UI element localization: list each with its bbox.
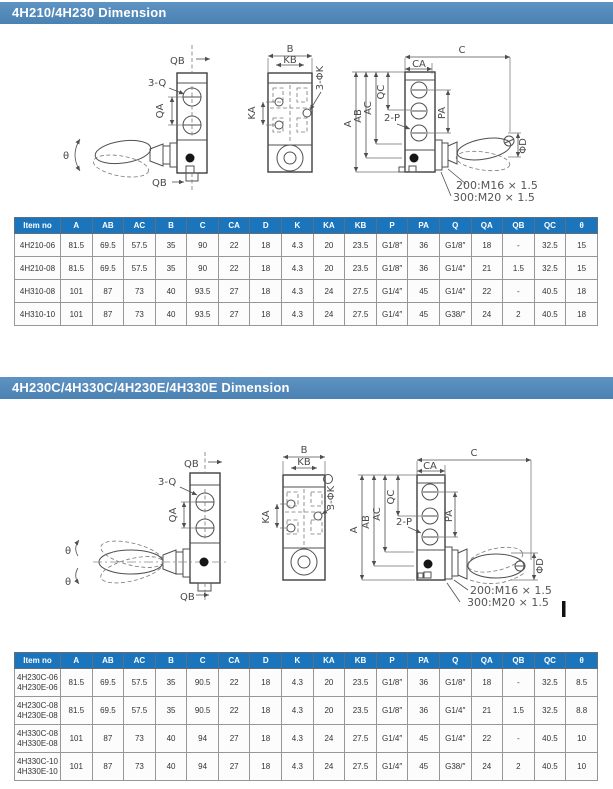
item-cell [15,669,61,697]
cell: 35 [155,669,187,697]
rear-view [261,445,337,580]
item-line: 4H230C-06 [17,672,58,682]
cell: 35 [155,234,187,257]
cell: 81.5 [61,257,93,280]
col-header: KB [345,218,377,234]
lever-side-view [63,45,210,190]
label-ca: CA [412,59,426,70]
label-ka: KA [261,510,272,524]
cell: 4.3 [282,725,314,753]
header-row [15,653,598,669]
cell: 27 [218,753,250,781]
col-header: D [250,218,282,234]
label-c: C [458,45,466,56]
cell: G1/8″ [376,697,408,725]
cell: 101 [61,303,93,326]
label-theta-up: θ [64,546,72,557]
cell: 36 [408,669,440,697]
label-2p: 2-P [396,517,413,528]
cell: 69.5 [92,669,124,697]
cell: - [503,280,535,303]
item-cell [15,753,61,781]
col-header: CA [218,218,250,234]
dimension-drawing-4h230c [0,428,613,654]
label-kb: KB [283,55,297,66]
cell: 27.5 [345,280,377,303]
item-cell: 4H310-08 [15,280,61,303]
cell: 73 [124,725,156,753]
col-header: KA [313,218,345,234]
dimension-table-4h210 [14,217,598,326]
cell: - [503,725,535,753]
label-3phik: 3-ΦK [315,65,326,91]
table-row [15,725,598,753]
col-header: QB [503,653,535,669]
lever-side-view [65,452,228,603]
col-header: P [376,218,408,234]
cell: G1/4″ [439,280,471,303]
label-ca: CA [423,461,437,472]
cell: 32.5 [534,257,566,280]
rear-view [247,44,326,172]
item-line: 4H330E-08 [17,738,58,748]
cell: 57.5 [124,669,156,697]
label-2p: 2-P [384,113,401,124]
cell: G38/″ [439,303,471,326]
label-3q: 3-Q [148,78,167,89]
cell: 24 [471,753,503,781]
cell: 87 [92,280,124,303]
col-header: θ [566,653,598,669]
table-row [15,280,598,303]
cell: 101 [61,725,93,753]
cell: 69.5 [92,257,124,280]
cell: 1.5 [503,257,535,280]
cell: 40 [155,725,187,753]
item-line: 4H330E-10 [17,766,58,776]
cell: G1/8″ [376,234,408,257]
cell: G1/4″ [439,697,471,725]
label-a: A [343,120,354,128]
cell: G38/″ [439,753,471,781]
cell: 32.5 [534,234,566,257]
cell: G1/8″ [439,669,471,697]
cell: 45 [408,725,440,753]
table-row [15,669,598,697]
cell: 73 [124,753,156,781]
col-header: Item no [15,653,61,669]
cell: 36 [408,234,440,257]
col-header: KA [313,653,345,669]
cell: 40.5 [534,725,566,753]
table-row [15,303,598,326]
col-header: AC [124,653,156,669]
cell: 22 [471,280,503,303]
cell: 20 [313,234,345,257]
label-qb-top: QB [184,459,199,470]
cell: 18 [471,234,503,257]
cell: 18 [250,725,282,753]
table-row [15,257,598,280]
section1-title-bar [0,2,613,24]
col-header: P [376,653,408,669]
item-line: 4H230E-06 [17,682,58,692]
table-row [15,234,598,257]
cell: 1.5 [503,697,535,725]
cell: 40.5 [534,303,566,326]
table-row [15,753,598,781]
label-theta: θ [62,151,70,162]
cell: 69.5 [92,234,124,257]
section2-title-bar [0,377,613,399]
col-header: CA [218,653,250,669]
cell: 22 [218,669,250,697]
port-side-view [343,45,538,204]
cell: 57.5 [124,234,156,257]
item-line: 4H330C-10 [17,756,58,766]
cell: 81.5 [61,669,93,697]
cell: G1/4″ [439,257,471,280]
col-header: A [61,218,93,234]
cell: 81.5 [61,697,93,725]
label-qa: QA [168,507,179,523]
cell: 4.3 [282,753,314,781]
cell: 22 [218,697,250,725]
cell: 22 [218,257,250,280]
col-header: C [187,218,219,234]
item-cell: 4H210-08 [15,257,61,280]
cell: - [503,234,535,257]
cell: 23.5 [345,234,377,257]
cell: 57.5 [124,257,156,280]
table-row [15,697,598,725]
cell: 4.3 [282,280,314,303]
cell: 22 [218,234,250,257]
cell: 4.3 [282,697,314,725]
cell: 40 [155,753,187,781]
label-ac: AC [372,507,383,521]
cell: 87 [92,725,124,753]
cell: G1/4″ [439,725,471,753]
col-header: QC [534,218,566,234]
label-phid: ΦD [518,138,529,154]
cell: G1/4″ [376,725,408,753]
cell: 18 [250,697,282,725]
cell: 32.5 [534,697,566,725]
cell: 4.3 [282,234,314,257]
cell: 18 [566,303,598,326]
cell: 101 [61,753,93,781]
label-qc: QC [386,489,397,505]
cell: 27 [218,303,250,326]
col-header: QA [471,218,503,234]
cell: 69.5 [92,697,124,725]
cell: 18 [250,753,282,781]
label-ac: AC [363,101,374,115]
cell: 73 [124,303,156,326]
cell: 20 [313,257,345,280]
col-header: KB [345,653,377,669]
cell: 10 [566,725,598,753]
cell: 93.5 [187,280,219,303]
cell: 87 [92,753,124,781]
cell: 18 [566,280,598,303]
section1-title: 4H210/4H230 Dimension [12,5,167,20]
label-ab: AB [353,109,364,123]
col-header: θ [566,218,598,234]
col-header: AB [92,218,124,234]
cell: 18 [471,669,503,697]
col-header: Q [439,218,471,234]
cell: 94 [187,753,219,781]
cell: 90 [187,234,219,257]
cell: 4.3 [282,257,314,280]
cell: 21 [471,697,503,725]
cell: 45 [408,753,440,781]
cell: 18 [250,280,282,303]
label-b: B [286,44,294,55]
cell: 18 [250,257,282,280]
label-theta-down: θ [64,577,72,588]
cell: 2 [503,303,535,326]
cell: G1/8″ [439,234,471,257]
cell: 8.8 [566,697,598,725]
cell: 90.5 [187,697,219,725]
label-ab: AB [361,515,372,529]
note-m20: 300:M20 × 1.5 [467,596,549,609]
label-ka: KA [247,106,258,120]
cell: 93.5 [187,303,219,326]
label-b: B [300,445,308,456]
port-side-view [349,448,566,617]
cell: 10 [566,753,598,781]
cell: 24 [313,280,345,303]
cell: 40.5 [534,280,566,303]
col-header: K [282,653,314,669]
cell: 90 [187,257,219,280]
col-header: QC [534,653,566,669]
cell: 24 [313,753,345,781]
col-header: B [155,218,187,234]
note-m16: 200:M16 × 1.5 [456,179,538,192]
item-line: 4H330C-08 [17,728,58,738]
cursor-artifact [562,601,566,617]
header-row [15,218,598,234]
cell: 57.5 [124,697,156,725]
cell: 36 [408,697,440,725]
cell: 15 [566,234,598,257]
cell: 23.5 [345,257,377,280]
label-qb-top: QB [170,56,185,67]
label-c: C [470,448,478,459]
label-qc: QC [376,84,387,100]
cell: 101 [61,280,93,303]
col-header: Item no [15,218,61,234]
cell: 24 [313,303,345,326]
cell: 81.5 [61,234,93,257]
cell: G1/8″ [376,257,408,280]
cell: G1/4″ [376,303,408,326]
cell: 27 [218,280,250,303]
cell: 24 [313,725,345,753]
dimension-drawing-4h210 [0,36,613,216]
label-kb: KB [297,457,311,468]
cell: 20 [313,697,345,725]
cell: 4.3 [282,303,314,326]
label-qb-bottom: QB [152,178,167,189]
cell: 73 [124,280,156,303]
col-header: PA [408,218,440,234]
col-header: PA [408,653,440,669]
cell: 27.5 [345,303,377,326]
cell: 2 [503,753,535,781]
cell: 35 [155,697,187,725]
cell: 40 [155,303,187,326]
cell: G1/8″ [376,669,408,697]
section2-title: 4H230C/4H330C/4H230E/4H330E Dimension [12,380,290,395]
note-m20: 300:M20 × 1.5 [453,191,535,204]
cell: 36 [408,257,440,280]
col-header: B [155,653,187,669]
cell: - [503,669,535,697]
cell: 45 [408,280,440,303]
cell: 27 [218,725,250,753]
label-qa: QA [155,103,166,119]
cell: 21 [471,257,503,280]
cell: 20 [313,669,345,697]
cell: 45 [408,303,440,326]
label-qb-bottom: QB [180,592,195,603]
label-pa: PA [444,509,455,523]
cell: 90.5 [187,669,219,697]
note-m16: 200:M16 × 1.5 [470,584,552,597]
cell: 18 [250,303,282,326]
cell: 15 [566,257,598,280]
item-cell [15,725,61,753]
cell: 32.5 [534,669,566,697]
col-header: A [61,653,93,669]
cell: 87 [92,303,124,326]
cell: G1/4″ [376,753,408,781]
col-header: AB [92,653,124,669]
col-header: AC [124,218,156,234]
label-3q: 3-Q [158,477,177,488]
cell: 27.5 [345,725,377,753]
dimension-table-4h230c [14,652,598,781]
label-a: A [349,526,360,534]
cell: 22 [471,725,503,753]
cell: 40.5 [534,753,566,781]
cell: 94 [187,725,219,753]
item-cell [15,697,61,725]
label-3phik: 3-ΦK [326,485,337,511]
cell: 35 [155,257,187,280]
col-header: QB [503,218,535,234]
item-line: 4H230E-08 [17,710,58,720]
item-cell: 4H310-10 [15,303,61,326]
cell: 4.3 [282,669,314,697]
cell: 24 [471,303,503,326]
item-line: 4H230C-08 [17,700,58,710]
cell: 23.5 [345,697,377,725]
cell: 23.5 [345,669,377,697]
col-header: C [187,653,219,669]
cell: 40 [155,280,187,303]
label-phid: ΦD [535,558,546,574]
cell: 18 [250,234,282,257]
col-header: Q [439,653,471,669]
cell: 27.5 [345,753,377,781]
col-header: K [282,218,314,234]
col-header: QA [471,653,503,669]
cell: 8.5 [566,669,598,697]
label-pa: PA [437,106,448,120]
col-header: D [250,653,282,669]
item-cell: 4H210-06 [15,234,61,257]
cell: G1/4″ [376,280,408,303]
cell: 18 [250,669,282,697]
